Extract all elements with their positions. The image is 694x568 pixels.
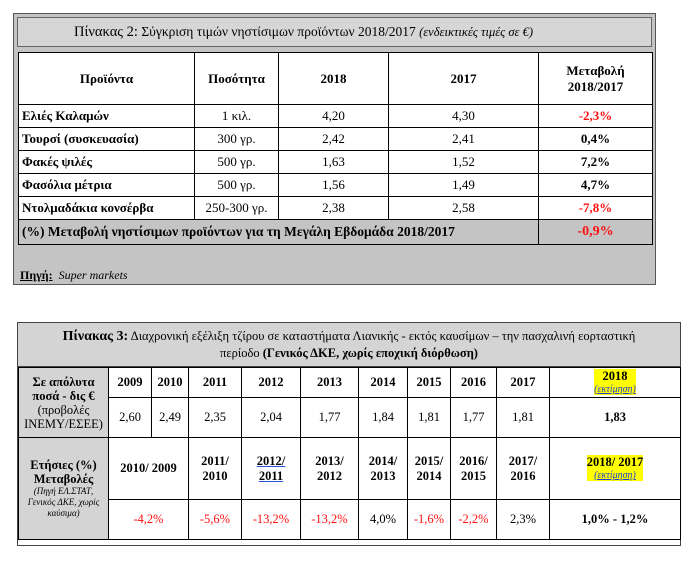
- price-2017: 2,41: [389, 128, 539, 151]
- year-cell: 2010: [152, 368, 189, 398]
- price-2017: 1,49: [389, 174, 539, 197]
- change-cell: 2,3%: [497, 500, 550, 540]
- estimate-label: (εκτίμηση): [594, 384, 636, 395]
- table3: [18, 367, 681, 540]
- table2-source: [20, 268, 128, 283]
- years-row: [19, 368, 681, 398]
- changes-row-head: [19, 438, 109, 540]
- amount-cell: 1,84: [359, 398, 408, 438]
- amounts-head-bold: Σε απόλυτα ποσά - δις €: [32, 374, 95, 403]
- price-change: 4,7%: [539, 174, 653, 197]
- source-value: Super markets: [58, 268, 128, 282]
- amounts-row: [19, 398, 681, 438]
- period-label-a: 2013/: [315, 453, 344, 468]
- price-2018: 2,38: [279, 197, 389, 220]
- period-label-a: 2017/: [508, 453, 538, 468]
- change-cell: -13,2%: [242, 500, 301, 540]
- year-cell: 2011: [189, 368, 242, 398]
- table3-container: [17, 322, 681, 546]
- price-2017: 1,52: [389, 151, 539, 174]
- year-cell: 2009: [109, 368, 152, 398]
- change-cell: -4,2%: [109, 500, 189, 540]
- change-last: 1,0% - 1,2%: [550, 500, 681, 540]
- product-name: Φασόλια μέτρια: [19, 174, 195, 197]
- change-cell: 4,0%: [359, 500, 408, 540]
- period-label-a: 2011/: [201, 453, 229, 468]
- amount-cell: 1,81: [497, 398, 550, 438]
- period-cell: [301, 438, 359, 500]
- price-change: 7,2%: [539, 151, 653, 174]
- product-name: Ντολμαδάκια κονσέρβα: [19, 197, 195, 220]
- table2-container: [13, 13, 656, 285]
- header-2018: 2018: [279, 53, 389, 105]
- summary-value: -0,9%: [539, 220, 653, 245]
- header-change: Μεταβολή 2018/2017: [539, 53, 653, 105]
- year-2018-cell: [550, 368, 681, 398]
- table2: [18, 52, 653, 245]
- product-name: Φακές ψιλές: [19, 151, 195, 174]
- price-2017: 2,58: [389, 197, 539, 220]
- table-row: [19, 197, 653, 220]
- product-qty: 500 γρ.: [195, 174, 279, 197]
- period-label-a: 2015/: [414, 453, 444, 468]
- table2-title-text: Σύγκριση τιμών νηστίσιμων προϊόντων 2018/2017: [141, 24, 416, 39]
- period-label-b: 2011: [258, 468, 284, 483]
- table2-title-note: (ενδεικτικές τιμές σε €): [419, 25, 533, 39]
- year-cell: 2014: [359, 368, 408, 398]
- table3-title: [18, 323, 680, 367]
- amounts-row-head: [19, 368, 109, 438]
- amount-2018: 1,83: [550, 398, 681, 438]
- price-2018: 1,56: [279, 174, 389, 197]
- changes-row: [19, 500, 681, 540]
- product-qty: 500 γρ.: [195, 151, 279, 174]
- period-cell: [359, 438, 408, 500]
- changes-head-bold: Ετήσιες (%) Μεταβολές: [30, 458, 97, 486]
- table-row: [19, 174, 653, 197]
- period-label-b: 2015: [461, 468, 486, 483]
- year-2018: 2018: [602, 369, 628, 383]
- period-cell: [408, 438, 451, 500]
- period-label-b: 2016: [510, 468, 536, 483]
- period-label-b: 2012: [317, 468, 342, 483]
- header-2017: 2017: [389, 53, 539, 105]
- product-name: Ελιές Καλαμών: [19, 105, 195, 128]
- amount-cell: 1,77: [301, 398, 359, 438]
- amount-cell: 2,04: [242, 398, 301, 438]
- change-cell: -13,2%: [301, 500, 359, 540]
- table3-title-line2-prefix: περίοδο: [220, 346, 260, 360]
- table3-title-line2-bold: (Γενικός ΔΚΕ, χωρίς εποχική διόρθωση): [262, 346, 478, 360]
- year-cell: 2015: [408, 368, 451, 398]
- table2-summary-row: [19, 220, 653, 245]
- year-cell: 2012: [242, 368, 301, 398]
- price-2018: 1,63: [279, 151, 389, 174]
- price-2018: 4,20: [279, 105, 389, 128]
- price-change: 0,4%: [539, 128, 653, 151]
- period-cell: [451, 438, 497, 500]
- price-change: -2,3%: [539, 105, 653, 128]
- period-cell: [497, 438, 550, 500]
- product-name: Τουρσί (συσκευασία): [19, 128, 195, 151]
- product-qty: 300 γρ.: [195, 128, 279, 151]
- change-cell: -2,2%: [451, 500, 497, 540]
- year-2018-highlight: [594, 369, 636, 395]
- period-label-b: 2013: [370, 468, 396, 483]
- table2-title: [17, 17, 652, 47]
- period-cell: [189, 438, 242, 500]
- amount-cell: 1,77: [451, 398, 497, 438]
- table-row: [19, 151, 653, 174]
- header-product: Προϊόντα: [19, 53, 195, 105]
- period-label: 2010/ 2009: [120, 461, 177, 475]
- period-label-a: 2012/: [256, 453, 286, 468]
- period-last: 2018/ 2017: [586, 455, 644, 469]
- table3-title-label: Πίνακας 3:: [62, 329, 129, 344]
- period-last-highlight: [587, 455, 644, 481]
- period-cell: [109, 438, 189, 500]
- period-label-a: 2016/: [459, 453, 488, 468]
- period-label-a: 2014/: [368, 453, 398, 468]
- estimate-label: (εκτίμηση): [594, 470, 636, 481]
- amount-cell: 2,60: [109, 398, 152, 438]
- period-cell: [242, 438, 301, 500]
- table-row: [19, 128, 653, 151]
- periods-row: [19, 438, 681, 500]
- amount-cell: 2,49: [152, 398, 189, 438]
- amount-cell: 1,81: [408, 398, 451, 438]
- source-label: Πηγή:: [20, 268, 53, 282]
- product-qty: 1 κιλ.: [195, 105, 279, 128]
- period-label-b: 2010: [202, 468, 228, 483]
- amounts-head-sub: (προβολές ΙΝΕΜΥ/ΕΣΕΕ): [24, 402, 103, 431]
- amount-cell: 2,35: [189, 398, 242, 438]
- year-cell: 2016: [451, 368, 497, 398]
- period-label-b: 2014: [416, 468, 442, 483]
- change-cell: -1,6%: [408, 500, 451, 540]
- table3-title-line1: Διαχρονική εξέλιξη τζίρου σε καταστήματα Λιανικής - εκτός καυσίμων – την πασχαλινή εορταστική: [130, 329, 636, 343]
- table2-header-row: [19, 53, 653, 105]
- change-cell: -5,6%: [189, 500, 242, 540]
- product-qty: 250-300 γρ.: [195, 197, 279, 220]
- table2-title-label: Πίνακας 2:: [74, 24, 138, 40]
- summary-label: (%) Μεταβολή νηστίσιμων προϊόντων για τη Μεγάλη Εβδομάδα 2018/2017: [19, 220, 539, 245]
- period-last-cell: [550, 438, 681, 500]
- price-2017: 4,30: [389, 105, 539, 128]
- year-cell: 2017: [497, 368, 550, 398]
- header-quantity: Ποσότητα: [195, 53, 279, 105]
- changes-head-note: (Πηγή ΕΛ.ΣΤΑΤ, Γενικός ΔΚΕ, χωρίς καύσιμα): [27, 486, 100, 518]
- price-2018: 2,42: [279, 128, 389, 151]
- table-row: [19, 105, 653, 128]
- price-change: -7,8%: [539, 197, 653, 220]
- year-cell: 2013: [301, 368, 359, 398]
